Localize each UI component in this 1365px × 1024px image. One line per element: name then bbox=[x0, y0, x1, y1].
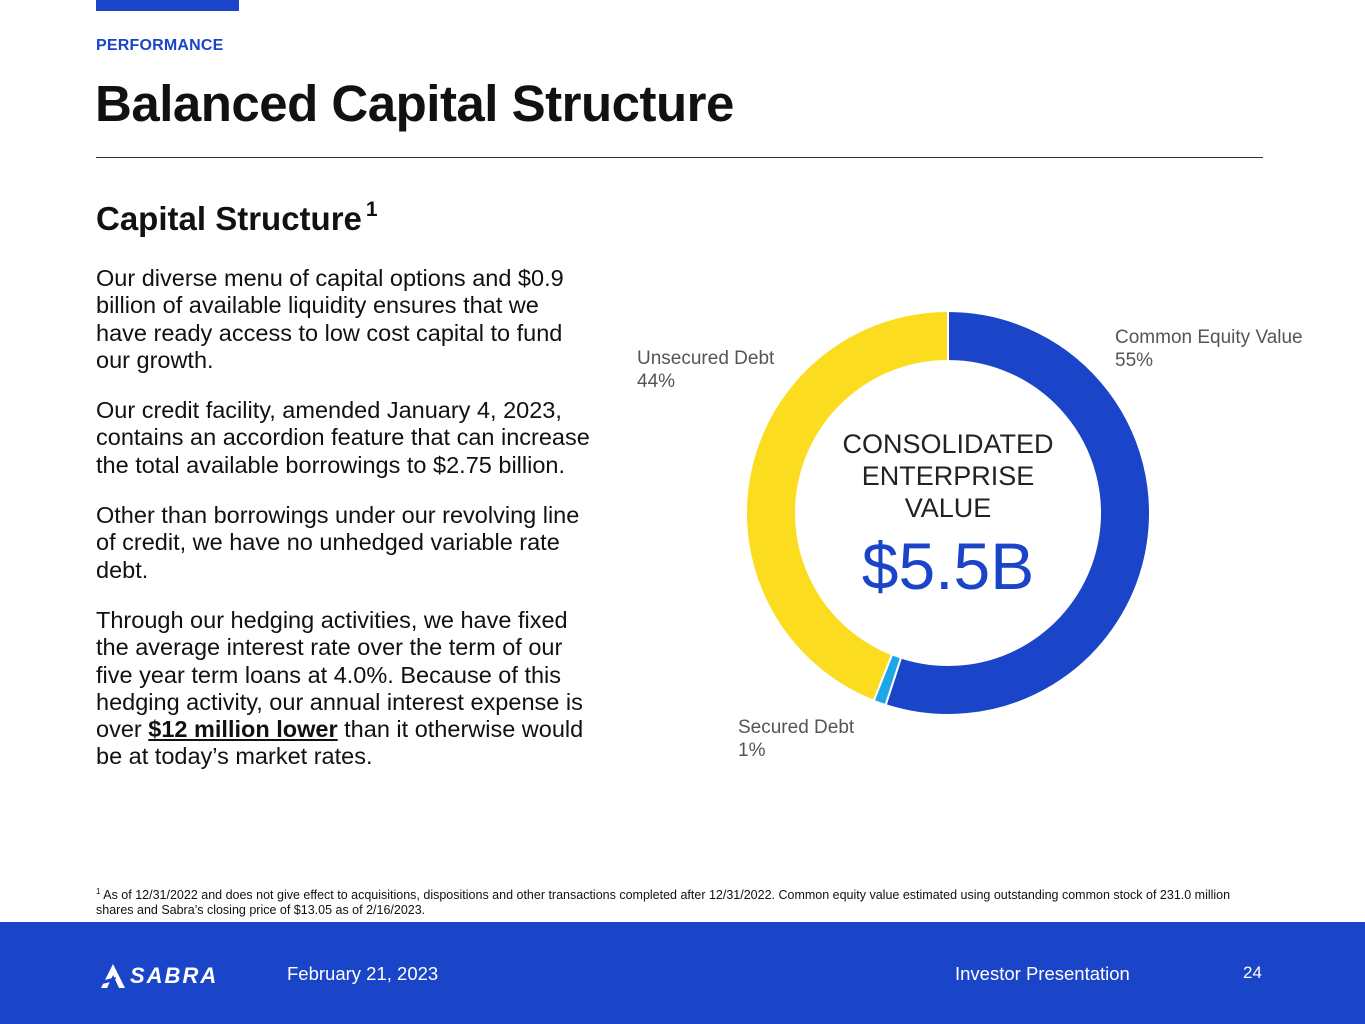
capital-structure-chart bbox=[600, 290, 1365, 790]
label-common-equity bbox=[1115, 326, 1303, 372]
footer-bar bbox=[0, 922, 1365, 1024]
label-unsecured-debt-name: Unsecured Debt bbox=[637, 348, 775, 369]
label-unsecured-debt bbox=[637, 347, 774, 393]
paragraph-credit-facility: Our credit facility, amended January 4, 2023, contains an accordion feature that can increase the total available borrowings to $2.75 billion. bbox=[96, 397, 590, 478]
sabra-logo bbox=[100, 962, 218, 990]
label-common-equity-value: 55% bbox=[1115, 350, 1154, 371]
paragraph-hedging-start: Through our hedging activities, we have fixed the average interest rate over the term of our five year term loans at 4.0%. Because of this hedging activity, our annual interest expense is over bbox=[96, 606, 583, 743]
logo-wordmark: SABRA bbox=[130, 963, 219, 988]
sub-heading bbox=[96, 200, 378, 238]
footnote bbox=[96, 885, 1271, 917]
label-secured-debt-name: Secured Debt bbox=[738, 717, 855, 738]
footnote-number: 1 bbox=[96, 887, 101, 896]
page-title: Balanced Capital Structure bbox=[95, 75, 734, 132]
footer-document-title: Investor Presentation bbox=[955, 963, 1130, 984]
paragraph-hedging bbox=[96, 607, 596, 771]
title-divider bbox=[96, 157, 1263, 158]
paragraph-liquidity: Our diverse menu of capital options and $0.9 billion of available liquidity ensures that we have ready access to low cost capital to fund our growth. bbox=[96, 265, 564, 373]
sabra-logo-icon bbox=[100, 963, 126, 989]
emphasis-savings: $12 million lower bbox=[148, 716, 338, 743]
section-label: PERFORMANCE bbox=[96, 37, 224, 54]
center-caption: CONSOLIDATED ENTERPRISE VALUE bbox=[842, 429, 1054, 523]
label-common-equity-name: Common Equity Value bbox=[1115, 327, 1303, 348]
top-accent-bar bbox=[96, 0, 239, 11]
paragraph-variable-rate: Other than borrowings under our revolving line of credit, we have no unhedged variable rate debt. bbox=[96, 502, 580, 583]
sub-heading-text: Capital Structure bbox=[96, 200, 362, 237]
center-value: $5.5B bbox=[861, 529, 1035, 603]
label-secured-debt-value: 1% bbox=[738, 740, 766, 761]
footer-date: February 21, 2023 bbox=[287, 963, 439, 984]
footnote-marker: 1 bbox=[365, 198, 378, 221]
label-unsecured-debt-value: 44% bbox=[637, 371, 676, 392]
body-text bbox=[96, 265, 596, 794]
label-secured-debt bbox=[738, 716, 854, 762]
paragraph-hedging-end: than it otherwise would be at today’s market rates. bbox=[96, 716, 584, 770]
donut-center bbox=[798, 428, 1098, 604]
footnote-text: As of 12/31/2022 and does not give effect to acquisitions, dispositions and other transactions completed after 12/31/2022. Common equity value estimated using outstanding common stock of 231.0 million shares and Sabra’s closing price of $13.05 as of 2/16/2023. bbox=[96, 888, 1231, 917]
page-number: 24 bbox=[1243, 963, 1262, 982]
